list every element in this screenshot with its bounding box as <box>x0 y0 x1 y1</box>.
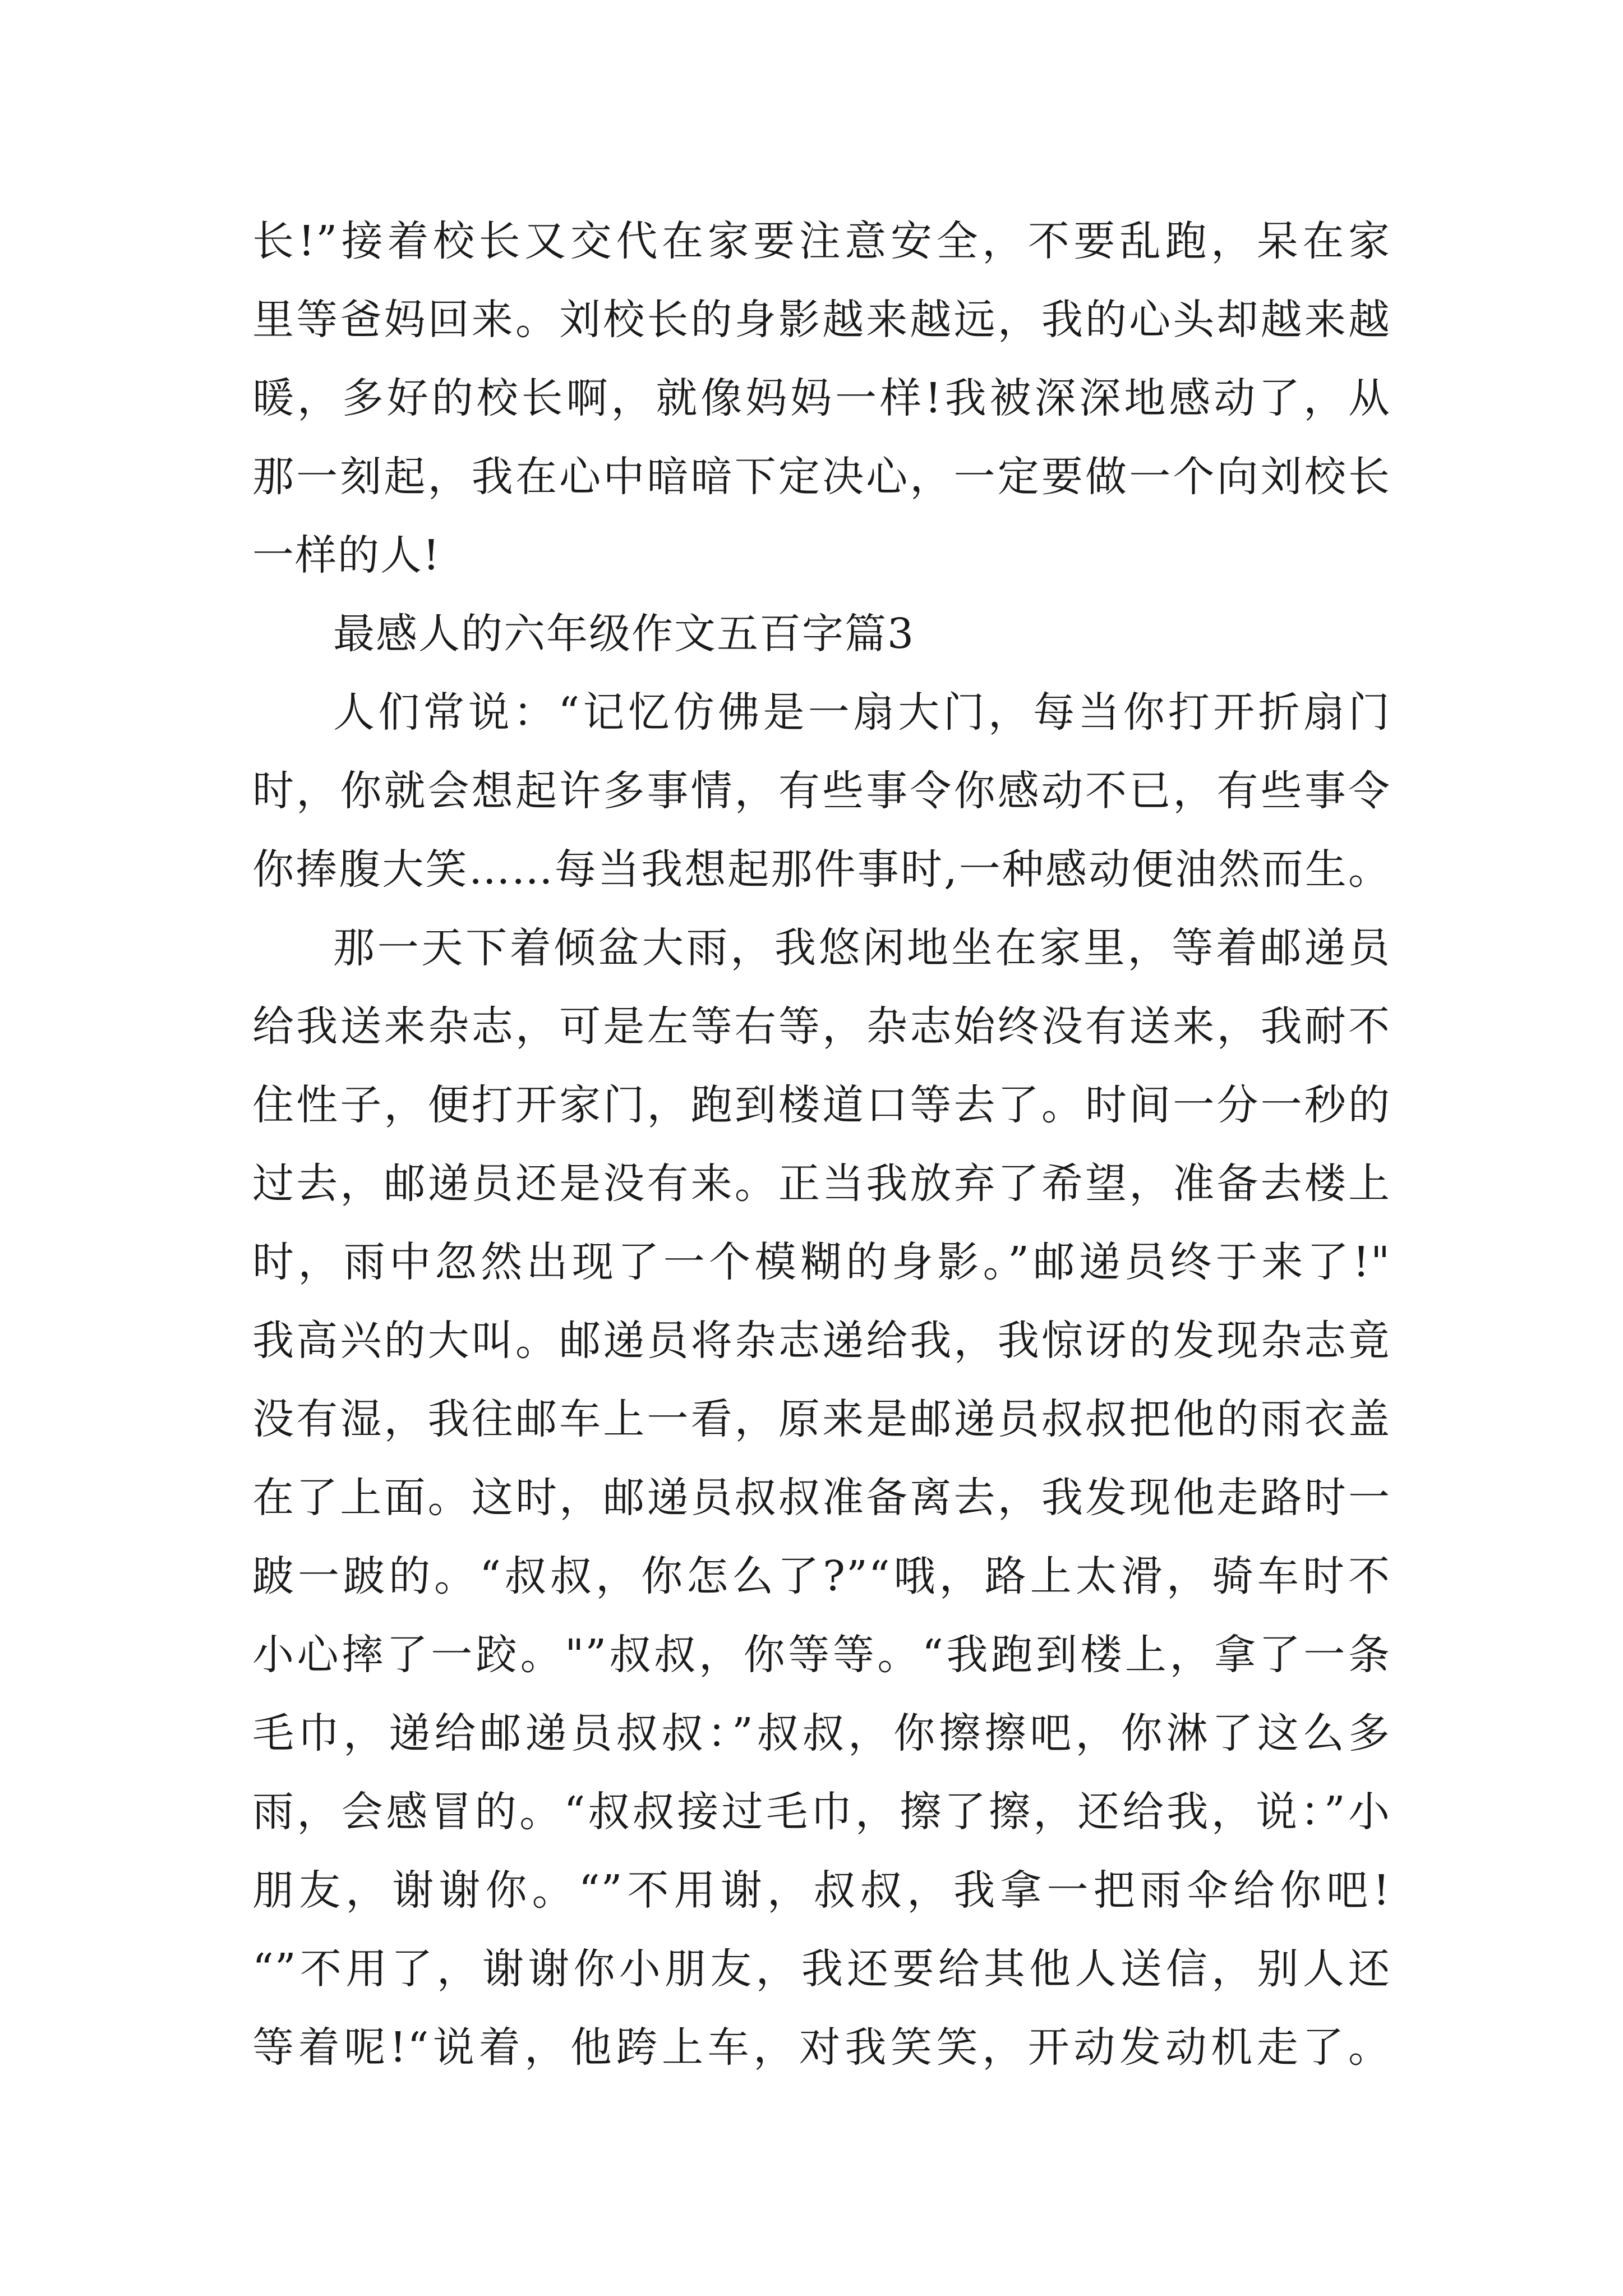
text-line: 在了上面。这时，邮递员叔叔准备离去，我发现他走路时一 <box>252 1474 1391 1522</box>
text-line: 长!”接着校长又交代在家要注意安全，不要乱跑，呆在家 <box>252 217 1391 265</box>
text-line: 时，雨中忽然出现了一个模糊的身影。”邮递员终于来了!" <box>252 1238 1391 1286</box>
text-line: 给我送来杂志，可是左等右等，杂志始终没有送来，我耐不 <box>252 1002 1391 1051</box>
text-line: 小心摔了一跤。"”叔叔，你等等。“我跑到楼上，拿了一条 <box>252 1631 1391 1679</box>
text-line: 你捧腹大笑……每当我想起那件事时,一种感动便油然而生。 <box>252 845 1391 894</box>
text-line: 过去，邮递员还是没有来。正当我放弃了希望，准备去楼上 <box>252 1159 1391 1208</box>
text-line: 没有湿，我往邮车上一看，原来是邮递员叔叔把他的雨衣盖 <box>252 1395 1391 1443</box>
text-line: 那一刻起，我在心中暗暗下定决心，一定要做一个向刘校长 <box>252 453 1391 501</box>
text-line: 人们常说：“记忆仿佛是一扇大门，每当你打开折扇门 <box>333 688 1391 737</box>
text-line: 我高兴的大叫。邮递员将杂志递给我，我惊讶的发现杂志竟 <box>252 1317 1391 1365</box>
section-heading: 最感人的六年级作文五百字篇3 <box>333 610 915 658</box>
text-line: 时，你就会想起许多事情，有些事令你感动不已，有些事令 <box>252 767 1391 815</box>
text-line: 那一天下着倾盆大雨，我悠闲地坐在家里，等着邮递员 <box>333 924 1391 972</box>
text-line: 雨，会感冒的。“叔叔接过毛巾，擦了擦，还给我，说：”小 <box>252 1788 1391 1836</box>
text-line: 里等爸妈回来。刘校长的身影越来越远，我的心头却越来越 <box>252 296 1391 344</box>
text-line: 一样的人! <box>252 531 441 579</box>
text-line: 暖，多好的校长啊，就像妈妈一样!我被深深地感动了，从 <box>252 374 1391 422</box>
text-line: 住性子，便打开家门，跑到楼道口等去了。时间一分一秒的 <box>252 1081 1391 1129</box>
text-line: 跛一跛的。“叔叔，你怎么了?”“哦，路上太滑，骑车时不 <box>252 1552 1391 1600</box>
text-line: 朋友，谢谢你。“”不用谢，叔叔，我拿一把雨伞给你吧! <box>252 1866 1391 1915</box>
text-line: “”不用了，谢谢你小朋友，我还要给其他人送信，别人还 <box>252 1945 1391 1993</box>
text-line: 毛巾，递给邮递员叔叔：”叔叔，你擦擦吧，你淋了这么多 <box>252 1709 1391 1757</box>
text-line: 等着呢!“说着，他跨上车，对我笑笑，开动发动机走了。 <box>252 2023 1391 2072</box>
